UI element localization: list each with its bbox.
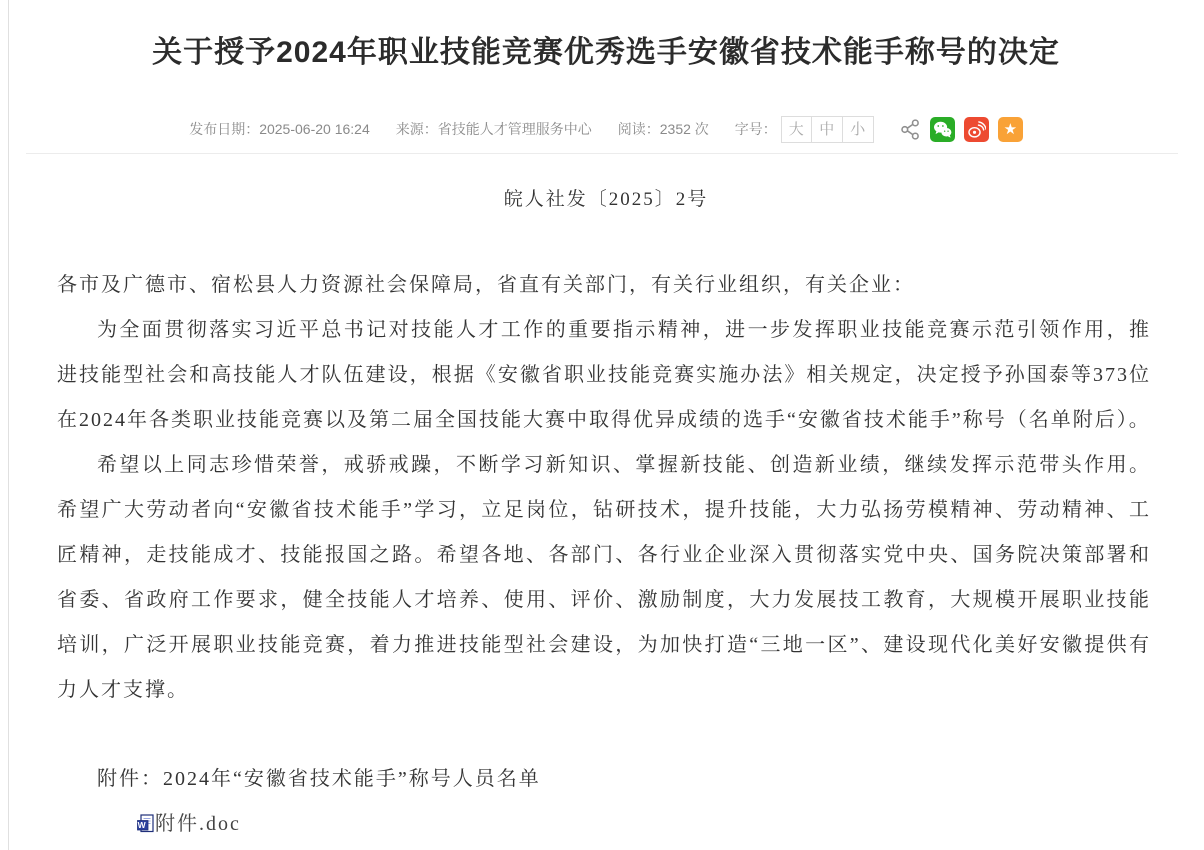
document-number: 皖人社发〔2025〕2号 (503, 189, 709, 210)
font-size-medium-button[interactable]: 中 (812, 116, 843, 143)
article-body (9, 263, 1203, 850)
wechat-icon[interactable] (930, 117, 955, 142)
source (396, 119, 592, 139)
favorite-star-icon[interactable] (998, 117, 1023, 142)
page-title: 关于授予2024年职业技能竞赛优秀选手安徽省技术能手称号的决定 (152, 36, 1060, 69)
font-size-large-button[interactable]: 大 (781, 116, 812, 143)
word-doc-icon (97, 805, 154, 850)
view-count-value: 2352 次 (659, 121, 709, 137)
body-paragraph-2: 希望以上同志珍惜荣誉，戒骄戒躁，不断学习新知识、掌握新技能、创造新业绩，继续发挥示范带头作用。希望广大劳动者向“安徽省技术能手”学习，立足岗位，钻研技术，提升技能，大力弘扬劳模精神、劳动精神、工匠精神，走技能成才、技能报国之路。希望各地、各部门、各行业企业深入贯彻落实党中央、国务院决策部署和省委、省政府工作要求，健全技能人才培养、使用、评价、激励制度，大力发展技工教育，大规模开展职业技能培训，广泛开展职业技能竞赛，着力推进技能型社会建设，为加快打造“三地一区”、建设现代化美好安徽提供有力人才支撑。 (57, 454, 1151, 701)
meta-divider (26, 153, 1178, 154)
body-paragraph-1: 为全面贯彻落实习近平总书记对技能人才工作的重要指示精神，进一步发挥职业技能竞赛示范引领作用，推进技能型社会和高技能人才队伍建设，根据《安徽省职业技能竞赛实施办法》相关规定，决定授予孙国泰等373位在2024年各类职业技能竞赛以及第二届全国技能大赛中取得优异成绩的选手“安徽省技术能手”称号（名单附后）。 (57, 319, 1151, 431)
share-nodes-icon[interactable] (900, 118, 921, 141)
source-label: 来源： (395, 121, 438, 137)
svg-text:W: W (137, 820, 148, 830)
source-value: 省技能人才管理服务中心 (437, 121, 592, 137)
view-count (618, 119, 709, 139)
font-size-label: 字号： (734, 121, 777, 137)
article-page (8, 0, 1203, 850)
font-size-small-button[interactable]: 小 (843, 116, 874, 143)
weibo-icon[interactable] (964, 117, 989, 142)
attachment-file-link[interactable] (57, 802, 1151, 850)
share-toolbar (900, 117, 1023, 142)
view-count-label: 阅读： (617, 121, 660, 137)
article-meta (9, 114, 1203, 144)
font-size-button-group (781, 116, 874, 143)
publish-date-value: 2025-06-20 16:24 (259, 121, 370, 137)
attachment-title-line: 附件：2024年“安徽省技术能手”称号人员名单 (97, 768, 541, 790)
font-size-control (735, 116, 874, 143)
attachment-file-label: 附件.doc (155, 813, 241, 835)
publish-date (189, 119, 370, 139)
salutation-paragraph: 各市及广德市、宿松县人力资源社会保障局，省直有关部门，有关行业组织，有关企业： (57, 274, 915, 296)
star-glyph: ★ (1003, 120, 1018, 138)
publish-date-label: 发布日期： (189, 121, 260, 137)
